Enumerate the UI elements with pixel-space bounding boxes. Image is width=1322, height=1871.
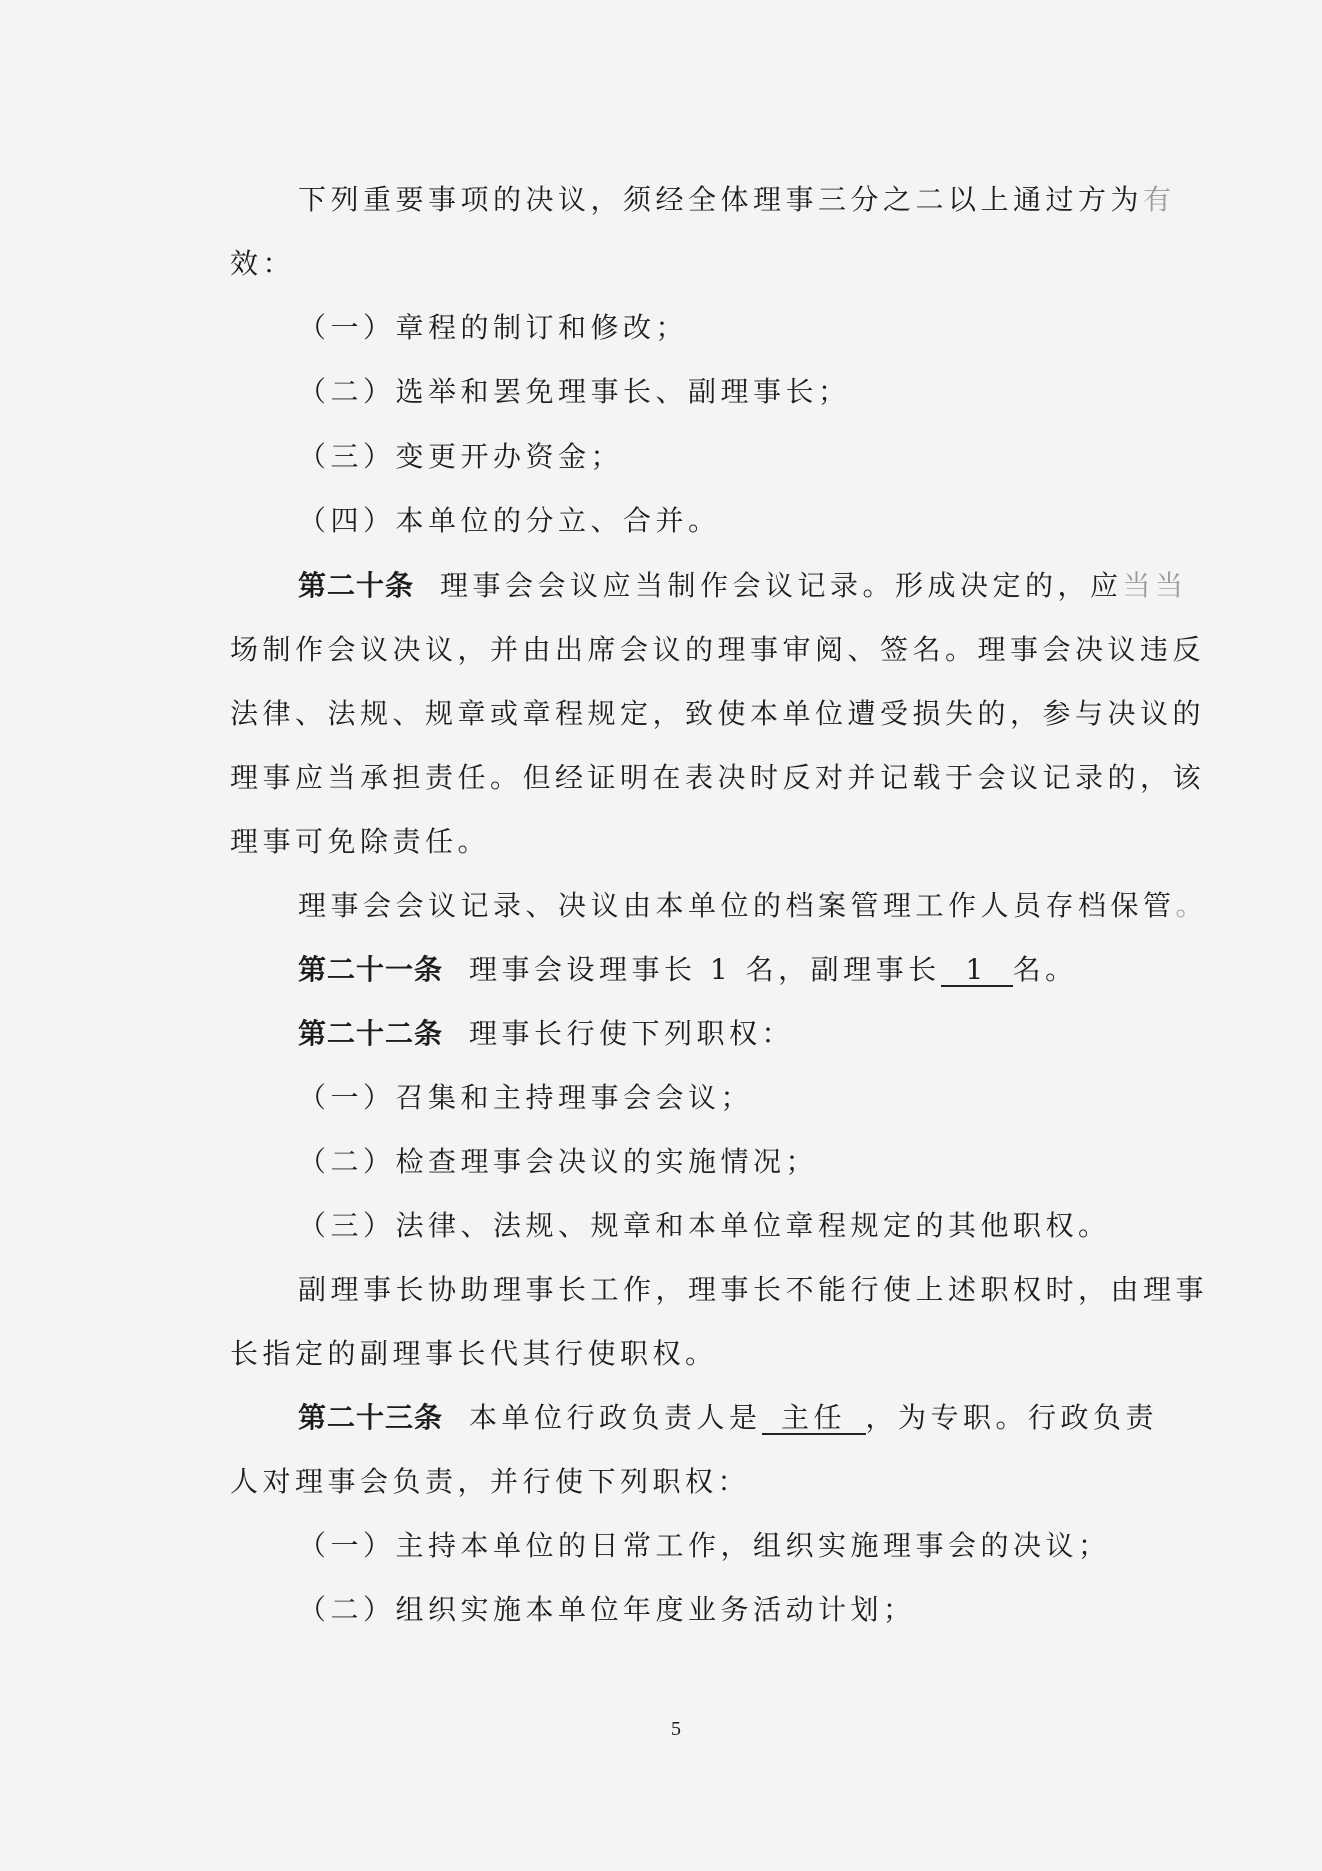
list-item: （三）变更开办资金； — [298, 440, 624, 473]
article-21-line: 第二十一条 理事会设理事长 1 名，副理事长 1 名。 — [298, 953, 1078, 986]
list-item: （四）本单位的分立、合并。 — [298, 504, 721, 537]
paragraph-line: 理事应当承担责任。但经证明在表决时反对并记载于会议记录的，该 — [230, 761, 1206, 794]
article-22-label: 第二十二条 — [298, 1017, 444, 1050]
executive-role-blank: 主任 — [762, 1403, 866, 1435]
article-23-label: 第二十三条 — [298, 1401, 444, 1434]
paragraph-line: 人对理事会负责，并行使下列职权： — [230, 1465, 751, 1498]
article-22-line: 第二十二条 理事长行使下列职权： — [298, 1017, 795, 1050]
vice-chair-count-blank: 1 — [941, 955, 1013, 987]
paragraph-line: 法律、法规、规章或章程规定，致使本单位遭受损失的，参与决议的 — [230, 697, 1206, 730]
article-21-label: 第二十一条 — [298, 953, 444, 986]
paragraph-line: 场制作会议决议，并由出席会议的理事审阅、签名。理事会决议违反 — [230, 633, 1206, 666]
list-item: （一）主持本单位的日常工作，组织实施理事会的决议； — [298, 1529, 1111, 1562]
article-20-label: 第二十条 — [298, 569, 415, 602]
list-item: （三）法律、法规、规章和本单位章程规定的其他职权。 — [298, 1209, 1111, 1242]
paragraph-line: 下列重要事项的决议，须经全体理事三分之二以上通过方为有 — [298, 183, 1176, 216]
paragraph-line: 副理事长协助理事长工作，理事长不能行使上述职权时，由理事 — [298, 1273, 1209, 1306]
article-23-line: 第二十三条 本单位行政负责人是 主任 ，为专职。行政负责 — [298, 1401, 1159, 1434]
paragraph-line: 长指定的副理事长代其行使职权。 — [230, 1337, 718, 1370]
paragraph-line: 效： — [230, 247, 296, 280]
paragraph-line: 理事可免除责任。 — [230, 825, 491, 858]
list-item: （二）检查理事会决议的实施情况； — [298, 1145, 819, 1178]
list-item: （一）召集和主持理事会会议； — [298, 1081, 754, 1114]
list-item: （一）章程的制订和修改； — [298, 311, 689, 344]
list-item: （二）组织实施本单位年度业务活动计划； — [298, 1593, 916, 1626]
page-number: 5 — [671, 1718, 681, 1740]
paragraph-line: 理事会会议记录、决议由本单位的档案管理工作人员存档保管。 — [298, 889, 1209, 922]
article-20-line: 第二十条 理事会会议应当制作会议记录。形成决定的，应当当 — [298, 569, 1188, 602]
list-item: （二）选举和罢免理事长、副理事长； — [298, 375, 851, 408]
